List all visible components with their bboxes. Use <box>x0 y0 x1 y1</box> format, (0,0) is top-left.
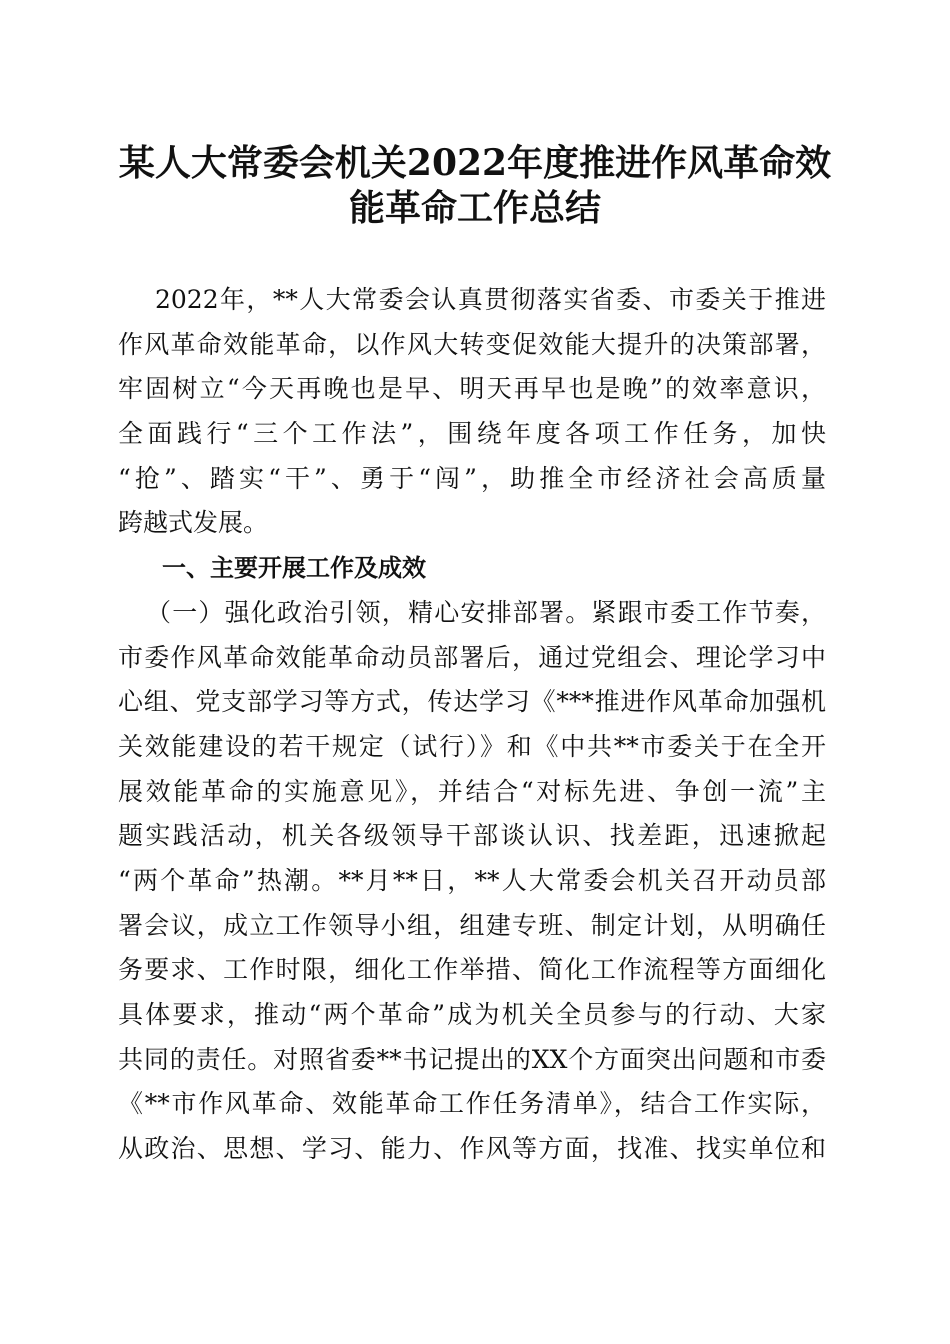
paragraph-2-line: 从政治、思想、学习、能力、作风等方面，找准、找实单位和 <box>118 1134 826 1164</box>
document-body <box>118 278 826 1172</box>
paragraph-2-line: （一）强化政治引领，精心安排部署。紧跟市委工作节奏， <box>146 597 826 627</box>
paragraph-2-line: “两个革命”热潮。**月**日，**人大常委会机关召开动员部 <box>118 865 826 895</box>
paragraph-2-line: 市委作风革命效能革命动员部署后，通过党组会、理论学习中 <box>118 642 826 672</box>
document-title-line-1: 某人大常委会机关2022年度推进作风革命效 <box>118 142 832 184</box>
paragraph-2-line: 具体要求，推动“两个革命”成为机关全员参与的行动、大家 <box>118 1000 826 1029</box>
paragraph-2-line: 署会议，成立工作领导小组，组建专班、制定计划，从明确任 <box>118 910 826 940</box>
paragraph-1-line: “抢”、踏实“干”、勇于“闯”，助推全市经济社会高质量 <box>118 463 826 493</box>
paragraph-1-line: 全面践行“三个工作法”，围绕年度各项工作任务，加快 <box>118 419 826 449</box>
paragraph-2-line: 心组、党支部学习等方式，传达学习《***推进作风革命加强机 <box>118 687 826 717</box>
paragraph-2-line: 《**市作风革命、效能革命工作任务清单》，结合工作实际， <box>118 1089 826 1119</box>
paragraph-1-line: 作风革命效能革命，以作风大转变促效能大提升的决策部署， <box>118 329 826 359</box>
paragraph-2-line: 关效能建设的若干规定（试行）》和《中共**市委关于在全开 <box>118 731 826 761</box>
paragraph-2-line: 题实践活动，机关各级领导干部谈认识、找差距，迅速掀起 <box>118 821 826 851</box>
section-1-heading: 一、主要开展工作及成效 <box>162 554 426 583</box>
document-title-line-2: 能革命工作总结 <box>348 187 601 229</box>
paragraph-2-line: 共同的责任。对照省委**书记提出的XX个方面突出问题和市委 <box>118 1044 826 1074</box>
paragraph-2-line: 展效能革命的实施意见》，并结合“对标先进、争创一流”主 <box>118 776 826 806</box>
paragraph-2-line: 务要求、工作时限，细化工作举措、简化工作流程等方面细化 <box>118 955 826 985</box>
paragraph-1-line: 跨越式发展。 <box>118 508 269 538</box>
paragraph-1-line: 2022年，**人大常委会认真贯彻落实省委、市委关于推进 <box>155 285 826 314</box>
paragraph-1-line: 牢固树立“今天再晚也是早、明天再早也是晚”的效率意识， <box>118 374 826 404</box>
